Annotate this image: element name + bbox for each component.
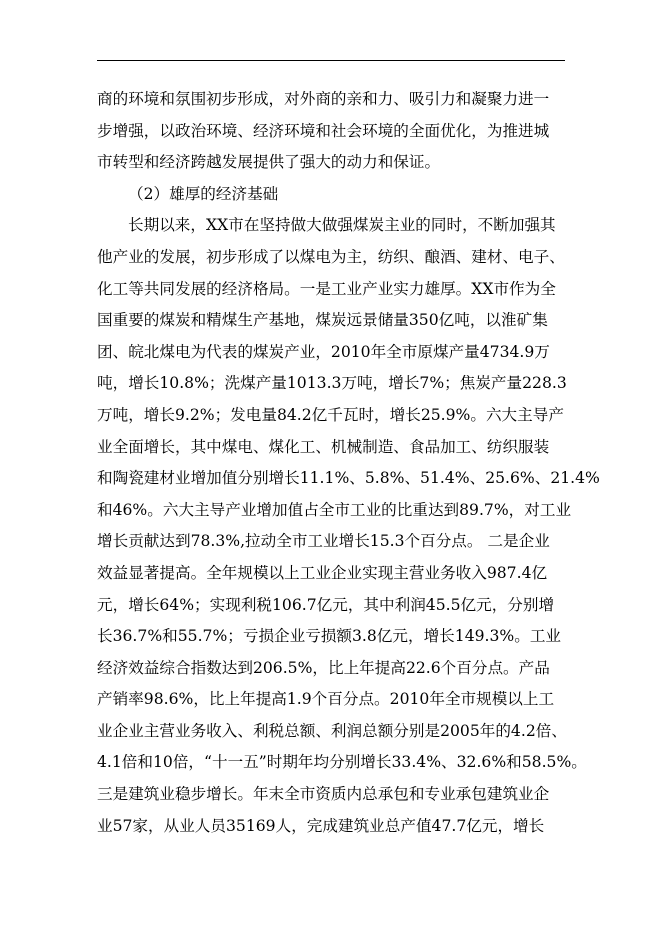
text-line: 他产业的发展，初步形成了以煤电为主，纺织、酿酒、建材、电子、 xyxy=(97,247,565,266)
text-line: 4.1倍和10倍，“十一五”时期年均分别增长33.4%、32.6%和58.5%。 xyxy=(97,753,587,772)
text-line: 市转型和经济跨越发展提供了强大的动力和保证。 xyxy=(97,153,441,172)
text-line: 业57家，从业人员35169人，完成建筑业总产值47.7亿元，增长 xyxy=(97,816,545,835)
text-line: 三是建筑业稳步增长。年末全市资质内总承包和专业承包建筑业企 xyxy=(97,785,550,804)
header-rule xyxy=(97,60,565,61)
text-line: 元，增长64%；实现利税106.7亿元，其中利润45.5亿元，分别增 xyxy=(97,595,555,614)
paragraph-first-line: 长期以来，XX市在坚持做大做强煤炭主业的同时，不断加强其 xyxy=(128,216,556,235)
text-line: 和陶瓷建材业增加值分别增长11.1%、5.8%、51.4%、25.6%、21.4% xyxy=(97,469,600,488)
text-line: 国重要的煤炭和精煤生产基地，煤炭远景储量350亿吨，以淮矿集 xyxy=(97,311,548,330)
text-line: 步增强，以政治环境、经济环境和社会环境的全面优化，为推进城 xyxy=(97,121,550,140)
text-line: 商的环境和氛围初步形成，对外商的亲和力、吸引力和凝聚力进一 xyxy=(97,90,550,108)
text-line: 化工等共同发展的经济格局。一是工业产业实力雄厚。XX市作为全 xyxy=(97,279,556,298)
text-line: 业全面增长，其中煤电、煤化工、机械制造、食品加工、纺织服装 xyxy=(97,437,550,456)
text-line: 效益显著提高。全年规模以上工业企业实现主营业务收入987.4亿 xyxy=(97,563,548,582)
text-line: 万吨，增长9.2%；发电量84.2亿千瓦时，增长25.9%。六大主导产 xyxy=(97,405,564,424)
text-line: 业企业主营业务收入、利税总额、利润总额分别是2005年的4.2倍、 xyxy=(97,721,567,740)
text-line: 吨，增长10.8%；洗煤产量1013.3万吨，增长7%；焦炭产量228.3 xyxy=(97,374,567,393)
text-line: 增长贡献达到78.3%,拉动全市工业增长15.3个百分点。 二是企业 xyxy=(97,532,550,551)
text-line: 产销率98.6%，比上年提高1.9个百分点。2010年全市规模以上工 xyxy=(97,690,555,709)
text-line: 团、皖北煤电为代表的煤炭产业，2010年全市原煤产量4734.9万 xyxy=(97,342,550,361)
text-line: 和46%。六大主导产业增加值占全市工业的比重达到89.7%，对工业 xyxy=(97,500,572,519)
text-line: 经济效益综合指数达到206.5%，比上年提高22.6个百分点。产品 xyxy=(97,658,550,677)
section-heading: （2）雄厚的经济基础 xyxy=(128,184,279,203)
document-body xyxy=(97,84,600,842)
text-line: 长36.7%和55.7%；亏损企业亏损额3.8亿元，增长149.3%。工业 xyxy=(97,627,562,646)
